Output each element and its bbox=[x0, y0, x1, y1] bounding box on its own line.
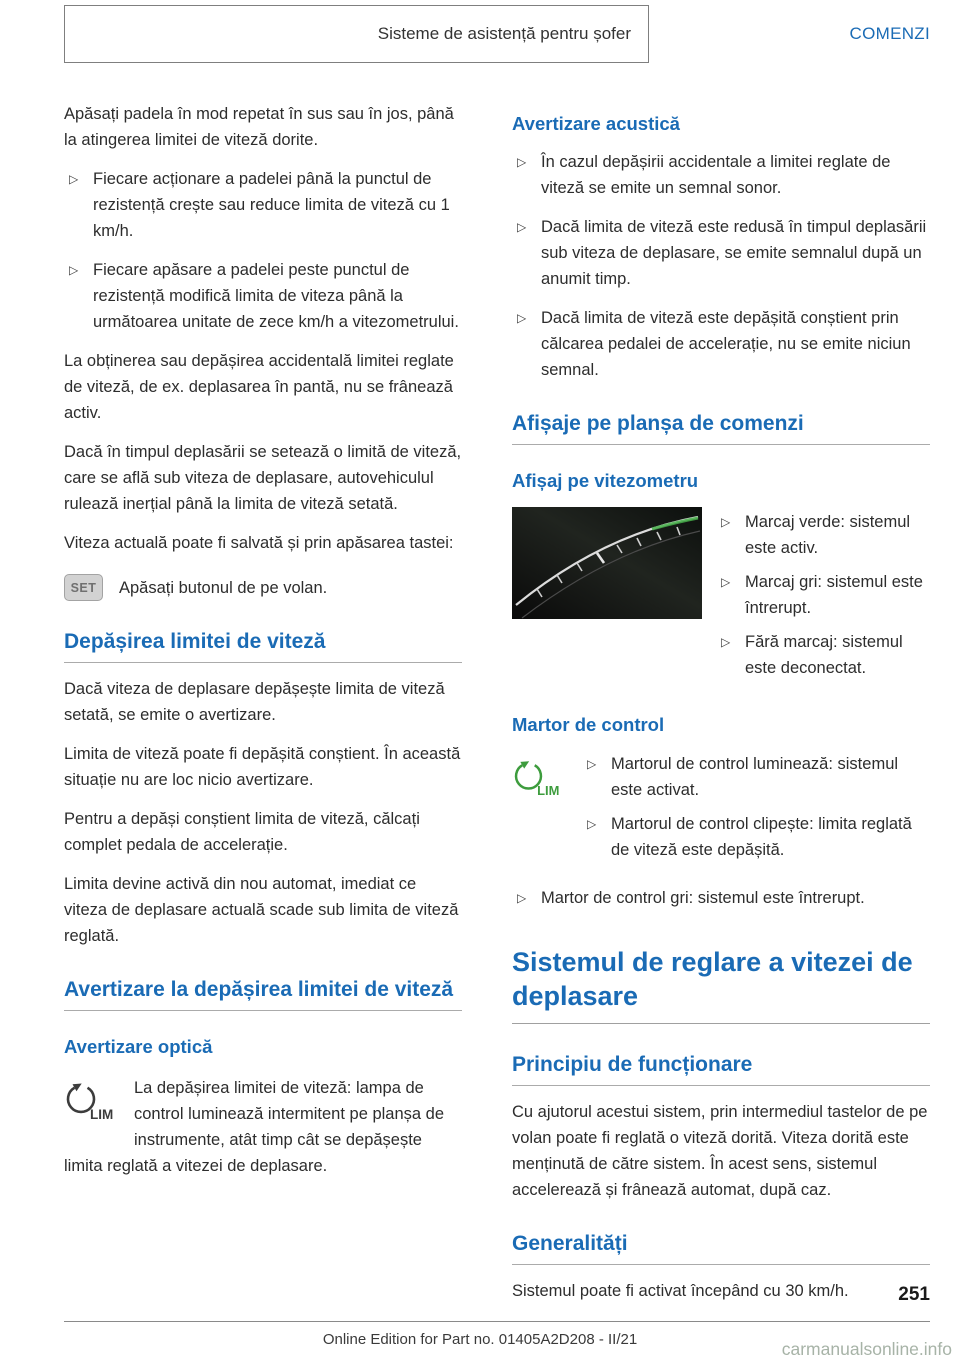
paragraph: Pentru a depăși conștient limita de viteză, călcați complet pedala de accelerație. bbox=[64, 810, 420, 854]
paragraph: Dacă în timpul deplasării se setează o limită de viteză, care se află sub viteza de deplasare, autovehiculul rulează inerțial până la limita de viteză setată. bbox=[64, 443, 462, 513]
paragraph: Sistemul poate fi activat începând cu 30 km/h. bbox=[512, 1282, 849, 1300]
content-columns bbox=[64, 88, 930, 1317]
paragraph: Viteza actuală poate fi salvată și prin apăsarea tastei: bbox=[64, 534, 454, 552]
heading-principiu: Principiu de funcționare bbox=[512, 1052, 930, 1086]
list-item bbox=[64, 166, 462, 244]
page-title: Sisteme de asistență pentru șofer bbox=[377, 24, 631, 43]
bullet-text: Martor de control gri: sistemul este întrerupt. bbox=[541, 889, 865, 907]
triangle-bullet-icon: ▷ bbox=[587, 817, 597, 831]
list-item bbox=[716, 569, 930, 621]
bullet-text: Fiecare apăsare a padelei peste punctul de rezistență modifică limita de viteza până la următoarea unitate de zece km/h a vitezometrului. bbox=[93, 261, 459, 331]
list-item bbox=[512, 305, 930, 383]
lim-icon-label: LIM bbox=[537, 783, 560, 799]
list-item bbox=[716, 629, 930, 681]
optical-warning-text: La depășirea limitei de viteză: lampa de control luminează intermitent pe planșa de instrumente, atât timp cât se depășește limita reglată a vitezei de deplasare. bbox=[64, 1079, 445, 1175]
triangle-bullet-icon: ▷ bbox=[721, 635, 731, 649]
control-lamp-row bbox=[512, 751, 930, 871]
list-item bbox=[582, 751, 930, 803]
heading-martor-control: Martor de control bbox=[512, 714, 665, 735]
bullet-text: Dacă limita de viteză este depășită conștient prin călcarea pedalei de accelerație, nu se emite niciun semnal. bbox=[541, 309, 911, 379]
triangle-bullet-icon: ▷ bbox=[517, 891, 527, 905]
bullet-text: Fără marcaj: sistemul este deconectat. bbox=[745, 633, 903, 677]
paragraph: La obținerea sau depășirea accidentală limitei reglate de viteză, de ex. deplasarea în pantă, nu se frânează activ. bbox=[64, 352, 454, 422]
heading-depasirea-limitei: Depășirea limitei de viteză bbox=[64, 629, 462, 663]
list-item bbox=[582, 811, 930, 863]
list-item bbox=[716, 509, 930, 561]
triangle-bullet-icon: ▷ bbox=[587, 757, 597, 771]
control-lamp-bullet-list bbox=[582, 751, 930, 871]
speedometer-bullet-list bbox=[716, 507, 930, 689]
triangle-bullet-icon: ▷ bbox=[517, 220, 527, 234]
heading-avertizare-optica: Avertizare optică bbox=[64, 1036, 213, 1057]
heading-afisaj-vitezometru: Afișaj pe vitezometru bbox=[512, 470, 699, 491]
heading-generalitati: Generalități bbox=[512, 1231, 930, 1265]
watermark-text: carmanualsonline.info bbox=[781, 1339, 952, 1359]
set-button-caption: Apăsați butonul de pe volan. bbox=[119, 578, 328, 597]
heading-avertizare-depasire: Avertizare la depășirea limitei de viteză bbox=[64, 977, 462, 1011]
list-item bbox=[512, 214, 930, 292]
page-number: 251 bbox=[898, 1284, 930, 1305]
triangle-bullet-icon: ▷ bbox=[721, 575, 731, 589]
optical-warning-item bbox=[64, 1075, 462, 1179]
triangle-bullet-icon: ▷ bbox=[69, 172, 79, 186]
left-column bbox=[64, 88, 462, 1317]
bullet-text: Dacă limita de viteză este redusă în timpul deplasării sub viteza de deplasare, se emite semnalul după un anumit timp. bbox=[541, 218, 927, 288]
bullet-text: Marcaj verde: sistemul este activ. bbox=[745, 513, 911, 557]
set-button-icon: SET bbox=[64, 574, 103, 601]
heading-sistemul-reglare: Sistemul de reglare a vitezei de deplasare bbox=[512, 945, 930, 1024]
paragraph: Apăsați padela în mod repetat în sus sau în jos, până la atingerea limitei de viteză dorite. bbox=[64, 105, 454, 149]
list-item bbox=[512, 885, 930, 911]
speedometer-figure-row bbox=[512, 507, 930, 689]
lim-indicator-icon bbox=[64, 1077, 122, 1130]
speedometer-image bbox=[512, 507, 702, 619]
paragraph: Dacă viteza de deplasare depășește limita de viteză setată, se emite o avertizare. bbox=[64, 680, 445, 724]
triangle-bullet-icon: ▷ bbox=[69, 263, 79, 277]
bullet-text: Marcaj gri: sistemul este întrerupt. bbox=[745, 573, 923, 617]
lim-indicator-icon bbox=[512, 751, 570, 806]
edition-note: Online Edition for Part no. 01405A2D208 - II/21 bbox=[322, 1331, 638, 1348]
triangle-bullet-icon: ▷ bbox=[517, 311, 527, 325]
bullet-text: Martorul de control luminează: sistemul este activat. bbox=[611, 755, 899, 799]
heading-avertizare-acustica: Avertizare acustică bbox=[512, 113, 680, 134]
page-header bbox=[64, 5, 930, 63]
heading-afisaje-plansa: Afișaje pe planșa de comenzi bbox=[512, 411, 930, 445]
paragraph: Limita devine activă din nou automat, imediat ce viteza de deplasare actuală scade sub limita de viteză reglată. bbox=[64, 875, 459, 945]
triangle-bullet-icon: ▷ bbox=[721, 515, 731, 529]
bullet-text: Fiecare acționare a padelei până la punctul de rezistență crește sau reduce limita de viteză cu 1 km/h. bbox=[93, 170, 450, 240]
triangle-bullet-icon: ▷ bbox=[517, 155, 527, 169]
set-button-item bbox=[64, 574, 462, 601]
lim-icon-label: LIM bbox=[90, 1107, 114, 1122]
right-column bbox=[512, 88, 930, 1317]
paragraph: Cu ajutorul acestui sistem, prin intermediul tastelor de pe volan poate fi reglată o viteză dorită. Viteza dorită este menținută de către sistem. În acest sens, sistemul accelerează și frânează automat, după caz. bbox=[512, 1103, 928, 1199]
paragraph: Limita de viteză poate fi depășită conștient. În această situație nu are loc nicio avertizare. bbox=[64, 745, 461, 789]
footer-divider bbox=[64, 1321, 930, 1322]
bullet-text: Martorul de control clipește: limita reglată de viteză este depășită. bbox=[611, 815, 912, 859]
list-item bbox=[64, 257, 462, 335]
list-item bbox=[512, 149, 930, 201]
chapter-label: COMENZI bbox=[849, 24, 930, 43]
header-title-box bbox=[64, 5, 649, 63]
bullet-text: În cazul depășirii accidentale a limitei reglate de viteză se emite un semnal sonor. bbox=[541, 153, 891, 197]
